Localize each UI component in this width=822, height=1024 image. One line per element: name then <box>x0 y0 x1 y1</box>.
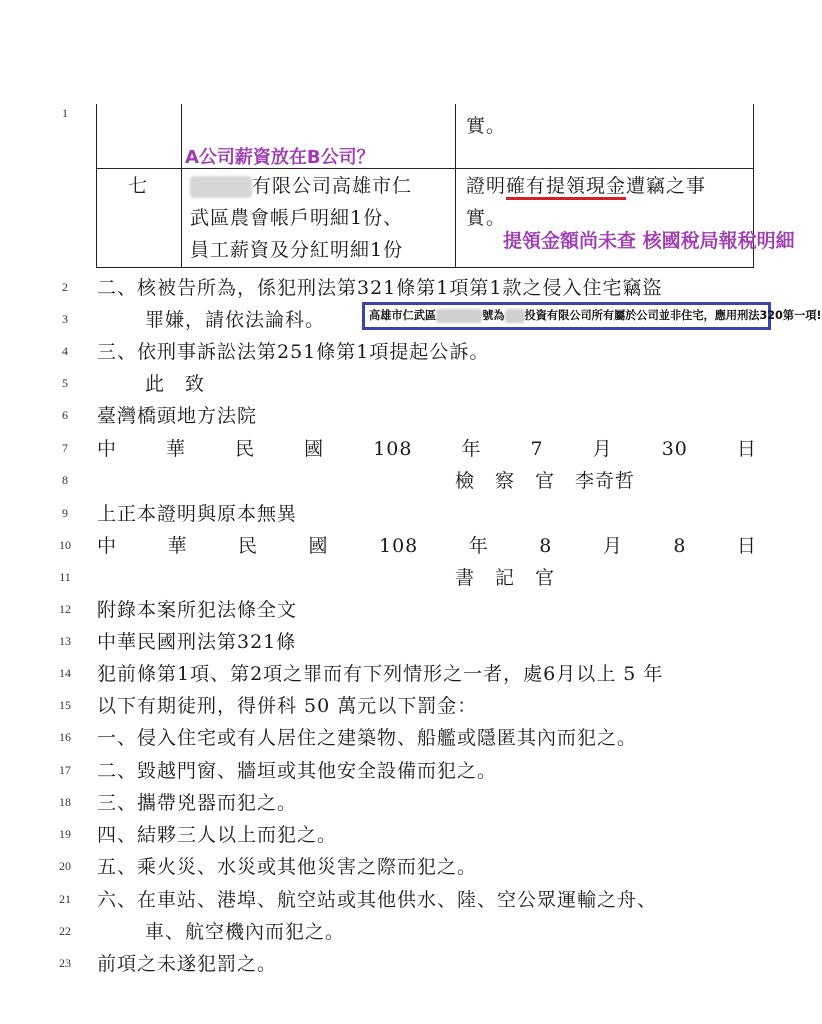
statute-text-1: 犯前條第1項、第2項之罪而有下列情形之一者，處6月以上 5 年 <box>97 663 664 685</box>
line-number-4: 4 <box>62 344 68 358</box>
date1-year-value: 108 <box>373 438 413 460</box>
line-number-10: 10 <box>59 538 71 552</box>
line-number-15: 15 <box>59 698 71 712</box>
statute-title: 中華民國刑法第321條 <box>97 631 297 653</box>
blue-annotation-box <box>362 302 822 330</box>
salutation-line: 此 致 <box>145 373 206 395</box>
line-number-23: 23 <box>59 956 71 970</box>
line-number-3: 3 <box>62 312 68 326</box>
line-number-21: 21 <box>59 892 71 906</box>
blue-box-prefix: 高雄市仁武區 <box>369 309 437 322</box>
statute-item-5: 五、乘火災、水災或其他災害之際而犯之。 <box>97 856 478 878</box>
purpose-prefix: 證明 <box>466 175 507 197</box>
date2-day: 日 <box>736 535 757 557</box>
evidence-name-line-2: 武區農會帳戶明細1份、 <box>190 207 404 229</box>
purpose-suffix: 遭竊之事 <box>626 175 707 197</box>
line-number-14: 14 <box>59 666 71 680</box>
line-number-18: 18 <box>59 795 71 809</box>
prosecution-line: 三、依刑事訴訟法第251條第1項提起公訴。 <box>97 341 490 363</box>
tax-record-annotation: 提領金額尚未查 核國稅局報稅明細 <box>503 230 795 252</box>
court-name: 臺灣橋頭地方法院 <box>97 405 258 427</box>
date1-zhong: 中 <box>97 438 118 460</box>
prosecutor-signature: 檢 察 官 李奇哲 <box>455 470 636 492</box>
statute-text-2: 以下有期徒刑，得併科 50 萬元以下罰金： <box>97 695 478 717</box>
statute-item-4: 四、結夥三人以上而犯之。 <box>97 824 338 846</box>
statute-attempt-clause: 前項之未遂犯罰之。 <box>97 953 278 975</box>
statute-item-2: 二、毀越門窗、牆垣或其他安全設備而犯之。 <box>97 760 498 782</box>
date2-year-value: 108 <box>379 535 419 557</box>
clerk-signature: 書 記 官 <box>455 567 556 589</box>
redacted-company <box>505 309 525 323</box>
line-number-20: 20 <box>59 859 71 873</box>
table-bottom-border <box>96 267 754 268</box>
date2-min: 民 <box>238 535 259 557</box>
table-row-evidence-name <box>190 170 412 266</box>
statute-item-6-line-2: 車、航空機內而犯之。 <box>145 921 346 943</box>
line-number-7: 7 <box>62 441 68 455</box>
date2-month-value: 8 <box>539 535 553 557</box>
date1-guo: 國 <box>304 438 325 460</box>
certification-line: 上正本證明與原本無異 <box>97 503 298 525</box>
evidence-name-line-3: 員工薪資及分紅明細1份 <box>190 239 404 261</box>
line-number-17: 17 <box>59 763 71 777</box>
purpose-line-2: 實。 <box>466 207 507 229</box>
date-line-1 <box>97 437 757 461</box>
charge-line-1: 二、核被告所為，係犯刑法第321條第1項第1款之侵入住宅竊盜 <box>97 277 663 299</box>
date1-year: 年 <box>461 438 482 460</box>
date2-hua: 華 <box>167 535 188 557</box>
withdraw-cash-underlined: 確有提領現金 <box>506 175 626 200</box>
line-number-19: 19 <box>59 827 71 841</box>
blue-box-mid: 號為 <box>482 309 505 322</box>
line-number-13: 13 <box>59 634 71 648</box>
table-row-evidence-purpose <box>466 170 706 234</box>
line-number-2: 2 <box>62 280 68 294</box>
date2-year: 年 <box>468 535 489 557</box>
line-number-11: 11 <box>59 570 71 584</box>
evidence-name-line-1: 有限公司高雄市仁 <box>252 175 413 197</box>
charge-line-2: 罪嫌，請依法論科。 <box>145 309 326 331</box>
table-border-left <box>96 104 97 268</box>
salary-annotation: A公司薪資放在B公司？ <box>185 147 375 168</box>
statute-item-1: 一、侵入住宅或有人居住之建築物、船艦或隱匿其內而犯之。 <box>97 727 638 749</box>
redacted-company-name <box>190 176 252 198</box>
redacted-address <box>436 309 482 323</box>
date1-day-value: 30 <box>661 438 688 460</box>
line-number-22: 22 <box>59 924 71 938</box>
table-border-col1 <box>181 104 182 268</box>
line-number-6: 6 <box>62 408 68 422</box>
appendix-heading: 附錄本案所犯法條全文 <box>97 599 298 621</box>
date2-day-value: 8 <box>673 535 687 557</box>
date2-zhong: 中 <box>97 535 118 557</box>
line-number-9: 9 <box>62 506 68 520</box>
table-row-prev-evidence-purpose: 實。 <box>466 115 507 137</box>
line-number-5: 5 <box>62 376 68 390</box>
statute-item-6-line-1: 六、在車站、港埠、航空站或其他供水、陸、空公眾運輸之舟、 <box>97 889 658 911</box>
date-line-2 <box>97 534 757 558</box>
line-number-12: 12 <box>59 602 71 616</box>
date1-min: 民 <box>235 438 256 460</box>
date1-day: 日 <box>736 438 757 460</box>
date2-month: 月 <box>602 535 623 557</box>
line-number-8: 8 <box>62 473 68 487</box>
date1-month: 月 <box>592 438 613 460</box>
line-number-1: 1 <box>62 106 68 120</box>
date2-guo: 國 <box>308 535 329 557</box>
line-number-16: 16 <box>59 730 71 744</box>
table-row-number: 七 <box>128 175 149 197</box>
statute-item-3: 三、攜帶兇器而犯之。 <box>97 792 298 814</box>
date1-month-value: 7 <box>530 438 544 460</box>
blue-box-suffix: 投資有限公司所有屬於公司並非住宅，應用刑法320第一項! <box>524 309 822 322</box>
date1-hua: 華 <box>166 438 187 460</box>
table-border-col2 <box>455 104 456 268</box>
